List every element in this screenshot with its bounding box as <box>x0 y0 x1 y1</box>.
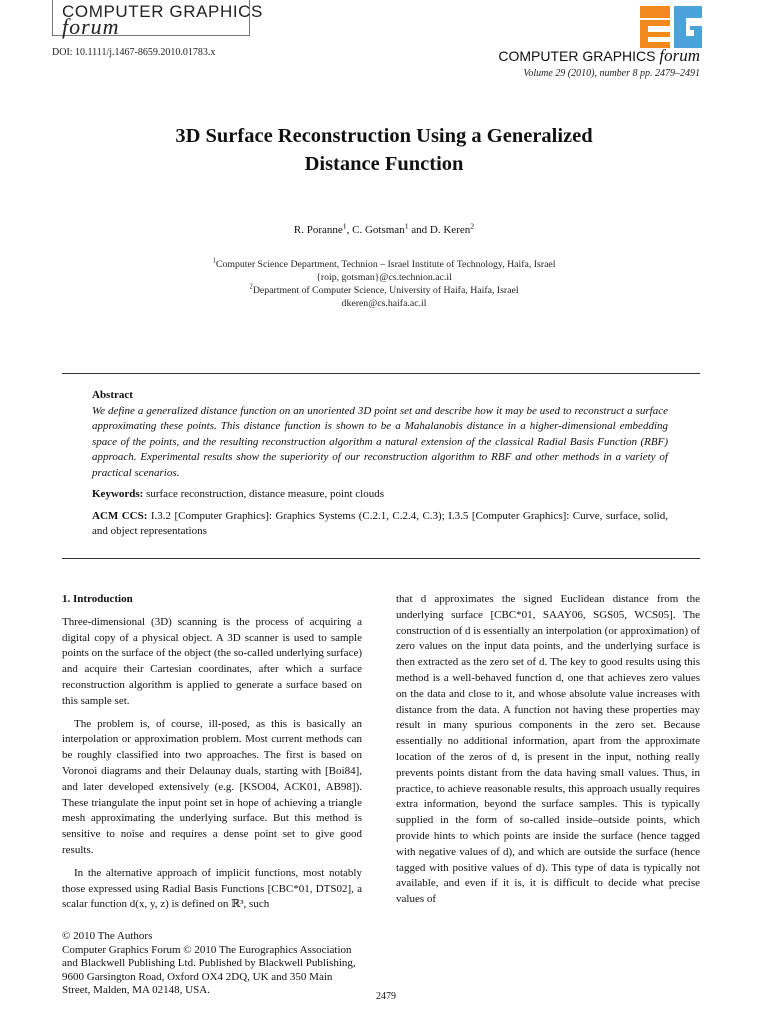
affiliation-2-text: Department of Computer Science, University of Haifa, Haifa, Israel <box>252 285 519 296</box>
author-2: C. Gotsman <box>352 224 405 236</box>
author-separator: and <box>408 224 430 236</box>
copyright-line-1: © 2010 The Authors <box>62 930 153 942</box>
paper-title <box>0 122 768 178</box>
copyright-line-2: Computer Graphics Forum © 2010 The Eurographics Association and Blackwell Publishing Ltd. Published by Blackwell Publishing, 9600 Garsington Road, Oxford OX4 2DQ, UK and 350 Main Street, Malden, MA 02148, USA. <box>62 943 356 996</box>
abstract-text: We define a generalized distance function on an unoriented 3D point set and describe how it may be used to reconstruct a surface approximating these points. This distance function is shown to be a Mahalanobis distance in a higher-dimensional embedding space of the points, and the resulting reconstruction algorithm a natural extension of the classical Radial Basis Function (RBF) approach. Experimental results show the superiority of our reconstruction algorithm to RBF and other methods in a variety of practical scenarios. <box>92 404 668 479</box>
author-2-mark: 1 <box>404 221 409 231</box>
journal-forum-text: forum <box>659 46 700 65</box>
title-line-1: 3D Surface Reconstruction Using a Generalized <box>175 125 593 147</box>
masthead-title: COMPUTER GRAPHICS <box>62 2 263 21</box>
abstract-heading: Abstract <box>92 389 133 401</box>
author-3: D. Keren <box>429 224 471 236</box>
acm-text: I.3.2 [Computer Graphics]: Graphics Systems (C.2.1, C.2.4, C.3); I.3.5 [Computer Graphics]: Curve, surface, solid, and object representations <box>92 509 668 537</box>
right-column <box>396 592 700 908</box>
abstract <box>92 388 668 540</box>
intro-paragraph-2: The problem is, of course, ill-posed, as this is basically an interpolation or approximation problem. Most current methods can be roughly classified into two approaches. The first is based on Voronoi diagrams and their Delaunay duals, starting with [Boi84], and later developed extensively (e.g. [KSO04, ACK01, AB98]). These triangulate the input point set in hope of achieving a triangle mesh approximating the underlying surface. But this method is sensitive to noise and requires a dense point set to give good results. <box>62 717 362 856</box>
intro-paragraph-3: In the alternative approach of implicit functions, most notably those expressed using Radial Basis Functions [CBC*01, DTS02], a scalar function d(x, y, z) is defined on ℝ³, such <box>62 866 362 911</box>
eg-logo-icon <box>638 4 704 50</box>
keywords-text: surface reconstruction, distance measure, point clouds <box>146 488 385 500</box>
title-line-2: Distance Function <box>304 153 464 175</box>
affiliation-1-email: {roip, gotsman}@cs.technion.ac.il <box>316 272 452 283</box>
affiliation-1-text: Computer Science Department, Technion – Israel Institute of Technology, Haifa, Israel <box>215 259 556 270</box>
affiliation-1-mark: 1 <box>212 257 216 265</box>
keywords <box>92 487 668 503</box>
left-column <box>62 592 362 913</box>
keywords-label: Keywords: <box>92 488 144 500</box>
affiliation-1 <box>0 258 768 271</box>
page-number: 2479 <box>376 991 396 1002</box>
author-separator: , <box>346 224 353 236</box>
section-heading: 1. Introduction <box>62 593 133 605</box>
affiliation-2 <box>0 284 768 297</box>
abstract-top-rule <box>62 373 700 374</box>
authors <box>0 221 768 236</box>
intro-paragraph-continued: that d approximates the signed Euclidean distance from the underlying surface [CBC*01, SAAY06, SGS05, WCS05]. The construction of d is essentially an interpolation (or approximation) of zero values on the input data points, and the underlying surface is then extracted as the zero set of d. The key to good results using this method is a well-behaved function d, one that achieves zero values on the data and close to it, and whose absolute value increases with distance from the data. A function not having these properties may result in many spurious components in the zero set. Because essentially no additional information, apart from the approximate location of the zeros of d, is present in the input, nothing really prevents points distant from the data having small values. Thus, in practice, to achieve reasonable results, this approach usually requires extra information, beyond the surface samples. This is typically supplied in the form of so-called inside–outside points, which provide hints to which points are inside the surface (hence tagged with negative values of d), and which are outside the surface (hence tagged with positive values of d). This type of data is typically not available, and even if it is, it is difficult to decide what precise values of <box>396 593 700 906</box>
intro-paragraph-1: Three-dimensional (3D) scanning is the process of acquiring a digital copy of a physical object. A 3D scanner is used to sample points on the surface of the object (the so-called underlying surface) and acquire their Cartesian coordinates, after which a surface reconstruction algorithm is applied to generate a surface based on this sample set. <box>62 615 362 707</box>
journal-name-text: COMPUTER GRAPHICS <box>498 48 656 64</box>
author-1: R. Poranne <box>293 224 343 236</box>
abstract-bottom-rule <box>62 558 700 559</box>
copyright-notice <box>62 930 362 998</box>
acm-ccs <box>92 509 668 540</box>
author-1-mark: 1 <box>342 221 347 231</box>
journal-name <box>498 46 700 66</box>
affiliation-2-mark: 2 <box>249 283 253 291</box>
journal-volume: Volume 29 (2010), number 8 pp. 2479–2491 <box>523 68 700 79</box>
masthead-forum: forum <box>62 14 120 39</box>
acm-label: ACM CCS: <box>92 509 148 522</box>
affiliation-2-email: dkeren@cs.haifa.ac.il <box>341 298 427 309</box>
affiliations <box>0 258 768 310</box>
author-3-mark: 2 <box>470 221 475 231</box>
doi: DOI: 10.1111/j.1467-8659.2010.01783.x <box>52 47 216 58</box>
